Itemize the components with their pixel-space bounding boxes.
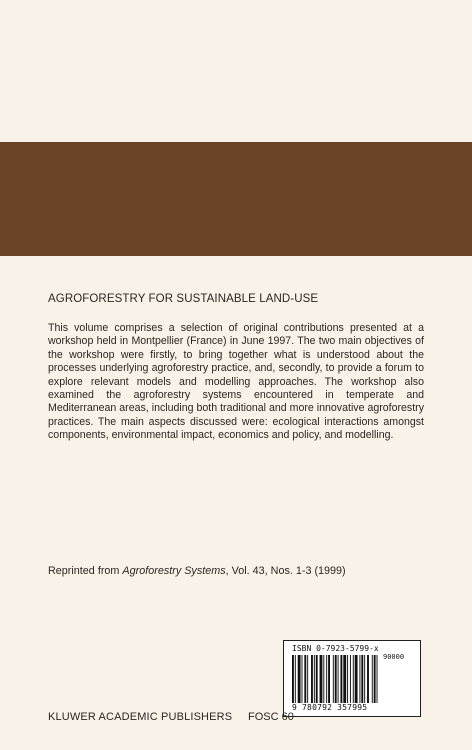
publisher-name: KLUWER ACADEMIC PUBLISHERS (48, 711, 233, 723)
price-code: 90000 (383, 653, 405, 661)
reprint-suffix: , Vol. 43, Nos. 1-3 (1999) (225, 565, 346, 577)
description-text: This volume comprises a selection of original contributions presented at a workshop held in Montpellier (France) in June 1997. The two main objectives of the workshop were firstly, to bring together what is understood about the processes underlying agroforestry practice, and, secondly, to provide a forum to explore relevant models and modelling approaches. The workshop also examined the agroforestry systems encountered in temperate and Mediterranean areas, including both traditional and more innovative agroforestry practices. The main aspects discussed were: ecological interactions amongst components, environmental impact, economics and policy, and modelling. (48, 322, 424, 442)
barcode-icon (292, 655, 412, 703)
series-code: FOSC 60 (248, 711, 294, 723)
barcode-box (283, 640, 421, 717)
barcode-number: 9 780792 357995 (292, 703, 368, 712)
book-title: AGROFORESTRY FOR SUSTAINABLE LAND-USE (48, 293, 319, 305)
isbn-label: ISBN 0-7923-5799-x (292, 644, 379, 653)
reprint-journal: Agroforestry Systems (122, 565, 226, 577)
reprint-prefix: Reprinted from (48, 565, 123, 577)
brown-band (0, 142, 472, 256)
reprint-note (48, 565, 346, 577)
